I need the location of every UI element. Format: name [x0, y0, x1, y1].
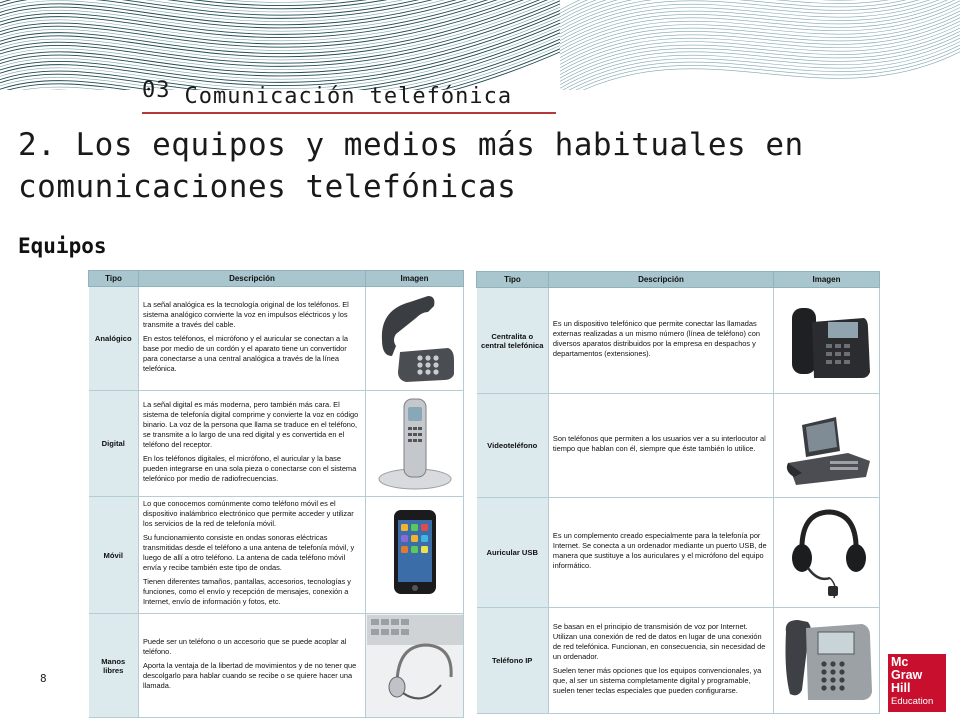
logo-text: Education [891, 696, 934, 707]
wire-line [0, 0, 560, 9]
column-header-tipo: Tipo [89, 271, 139, 287]
row-description [138, 614, 365, 718]
column-header-tipo: Tipo [477, 272, 549, 288]
row-type: Manos libres [89, 614, 139, 718]
decorative-wire-pattern [0, 0, 960, 90]
row-description [138, 287, 365, 391]
table-row [89, 287, 464, 391]
wire-line [560, 52, 960, 90]
row-type: Digital [89, 391, 139, 497]
page-number: 8 [40, 672, 47, 685]
description-paragraph: La señal digital es más moderna, pero también más cara. El sistema de telefonía digital comprime y convierte la voz en código binario. La voz de la persona que llama se traduce en el teléfono, se transmite a lo largo de una red digital y es convertida en el teléfono del receptor. [142, 399, 359, 449]
column-header-imagen: Imagen [366, 271, 464, 287]
ip-phone-icon [774, 608, 880, 714]
usb-headset-icon [774, 498, 880, 608]
description-paragraph: Tienen diferentes tamaños, pantallas, accesorios, tecnologías y funciones, como el envío y recepción de mensajes, conexión a Internet, envío de información y fotos, etc. [142, 577, 351, 606]
description-paragraph: Son teléfonos que permiten a los usuarios ver a su interlocutor al tiempo que hablan con él, siempre que éste también lo utilice. [552, 433, 766, 453]
description-paragraph: Puede ser un teléfono o un accesorio que se puede acoplar al teléfono. [142, 636, 347, 656]
row-description [548, 288, 773, 394]
row-type: Analógico [89, 287, 139, 391]
row-type: Teléfono IP [477, 608, 549, 714]
cordless-phone-icon [366, 391, 464, 497]
description-paragraph: En los teléfonos digitales, el micrófono, el auricular y la base pueden integrarse en una sola pieza o conectarse con el sistema telefónico por medio de radiofrecuencias. [142, 453, 357, 483]
video-phone-icon [774, 394, 880, 498]
description-paragraph: La señal analógica es la tecnología original de los teléfonos. El sistema analógico convierte la voz en impulsos eléctricos y los transmite a través del cable. [142, 299, 349, 329]
table-header-row [477, 272, 880, 288]
desk-phone-icon [366, 287, 464, 391]
logo-text: Graw [891, 668, 923, 682]
description-paragraph: Suelen tener más opciones que los equipos convencionales, ya que, al ser un sistema completamente digital y programable, suelen tener teclas especiales que pueden configurarse. [552, 665, 762, 695]
chapter-underline [142, 112, 556, 114]
row-type: Móvil [89, 497, 139, 614]
chapter-title: Comunicación telefónica [184, 84, 513, 109]
wire-line [560, 45, 960, 90]
description-paragraph: Aporta la ventaja de la libertad de movimientos y de no tener que descolgarlo para hablar cuando se recibe o se quiere hacer una llamada. [142, 660, 357, 690]
chapter-heading [142, 78, 513, 109]
logo-text: Hill [891, 681, 911, 695]
slide-title: 2. Los equipos y medios más habituales en comunicaciones telefónicas [18, 127, 804, 205]
column-header-descripcion: Descripción [548, 272, 773, 288]
mcgraw-hill-logo [888, 654, 946, 712]
smartphone-icon [366, 497, 464, 614]
description-paragraph: Su funcionamiento consiste en ondas sonoras eléctricas transmitidas desde el teléfono a una antena de telefonía móvil, y luego de allí a otro teléfono. La antena de cada teléfono móvil envía y recibe también este tipo de ondas. [142, 533, 355, 572]
row-description [138, 497, 365, 614]
row-description [548, 394, 773, 498]
wire-line [560, 48, 960, 90]
equipment-table-right [476, 271, 880, 714]
description-paragraph: En estos teléfonos, el micrófono y el auricular se conectan a la base por medio de un cordón y el aparato tiene un convertidor para conectarse a una central analógica a través de la línea telefónica. [142, 333, 348, 373]
table-row [89, 614, 464, 718]
table-row [477, 498, 880, 608]
headset-icon [366, 614, 464, 718]
table-header-row [89, 271, 464, 287]
row-description [548, 608, 773, 714]
row-type: Centralita o central telefónica [477, 288, 549, 394]
row-type: Videoteléfono [477, 394, 549, 498]
logo-text: Mc [891, 655, 909, 669]
section-label: Equipos [18, 234, 107, 258]
column-header-imagen: Imagen [774, 272, 880, 288]
description-paragraph: Es un dispositivo telefónico que permite conectar las llamadas externas realizadas a un mismo número (línea de teléfono) con diversos aparatos distribuidos por la empresa en despachos y departamentos (extensiones). [552, 318, 760, 358]
table-row [89, 391, 464, 497]
table-row [477, 394, 880, 498]
chapter-number: 03 [142, 78, 171, 103]
equipment-table-left [88, 270, 464, 718]
description-paragraph: Lo que conocemos comúnmente como teléfono móvil es el dispositivo inalámbrico electrónico que permite acceder y utilizar los servicios de la red de telefonía móvil. [142, 499, 354, 528]
column-header-descripcion: Descripción [138, 271, 365, 287]
description-paragraph: Se basan en el principio de transmisión de voz por Internet. Utilizan una conexión de red de datos en lugar de una conexión de red telefónica. Funcionan, en consecuencia, sin necesidad de un ordenador. [552, 621, 766, 661]
row-description [548, 498, 773, 608]
table-row [477, 608, 880, 714]
wire-line [560, 0, 960, 20]
row-description [138, 391, 365, 497]
row-type: Auricular USB [477, 498, 549, 608]
table-row [89, 497, 464, 614]
pbx-phone-icon [774, 288, 880, 394]
description-paragraph: Es un complemento creado especialmente para la telefonía por Internet. Se conecta a un ordenador mediante un puerto USB, de manera que sustituye a los auriculares y el micrófono del equipo informático. [552, 530, 767, 570]
wire-line [560, 0, 960, 47]
table-row [477, 288, 880, 394]
